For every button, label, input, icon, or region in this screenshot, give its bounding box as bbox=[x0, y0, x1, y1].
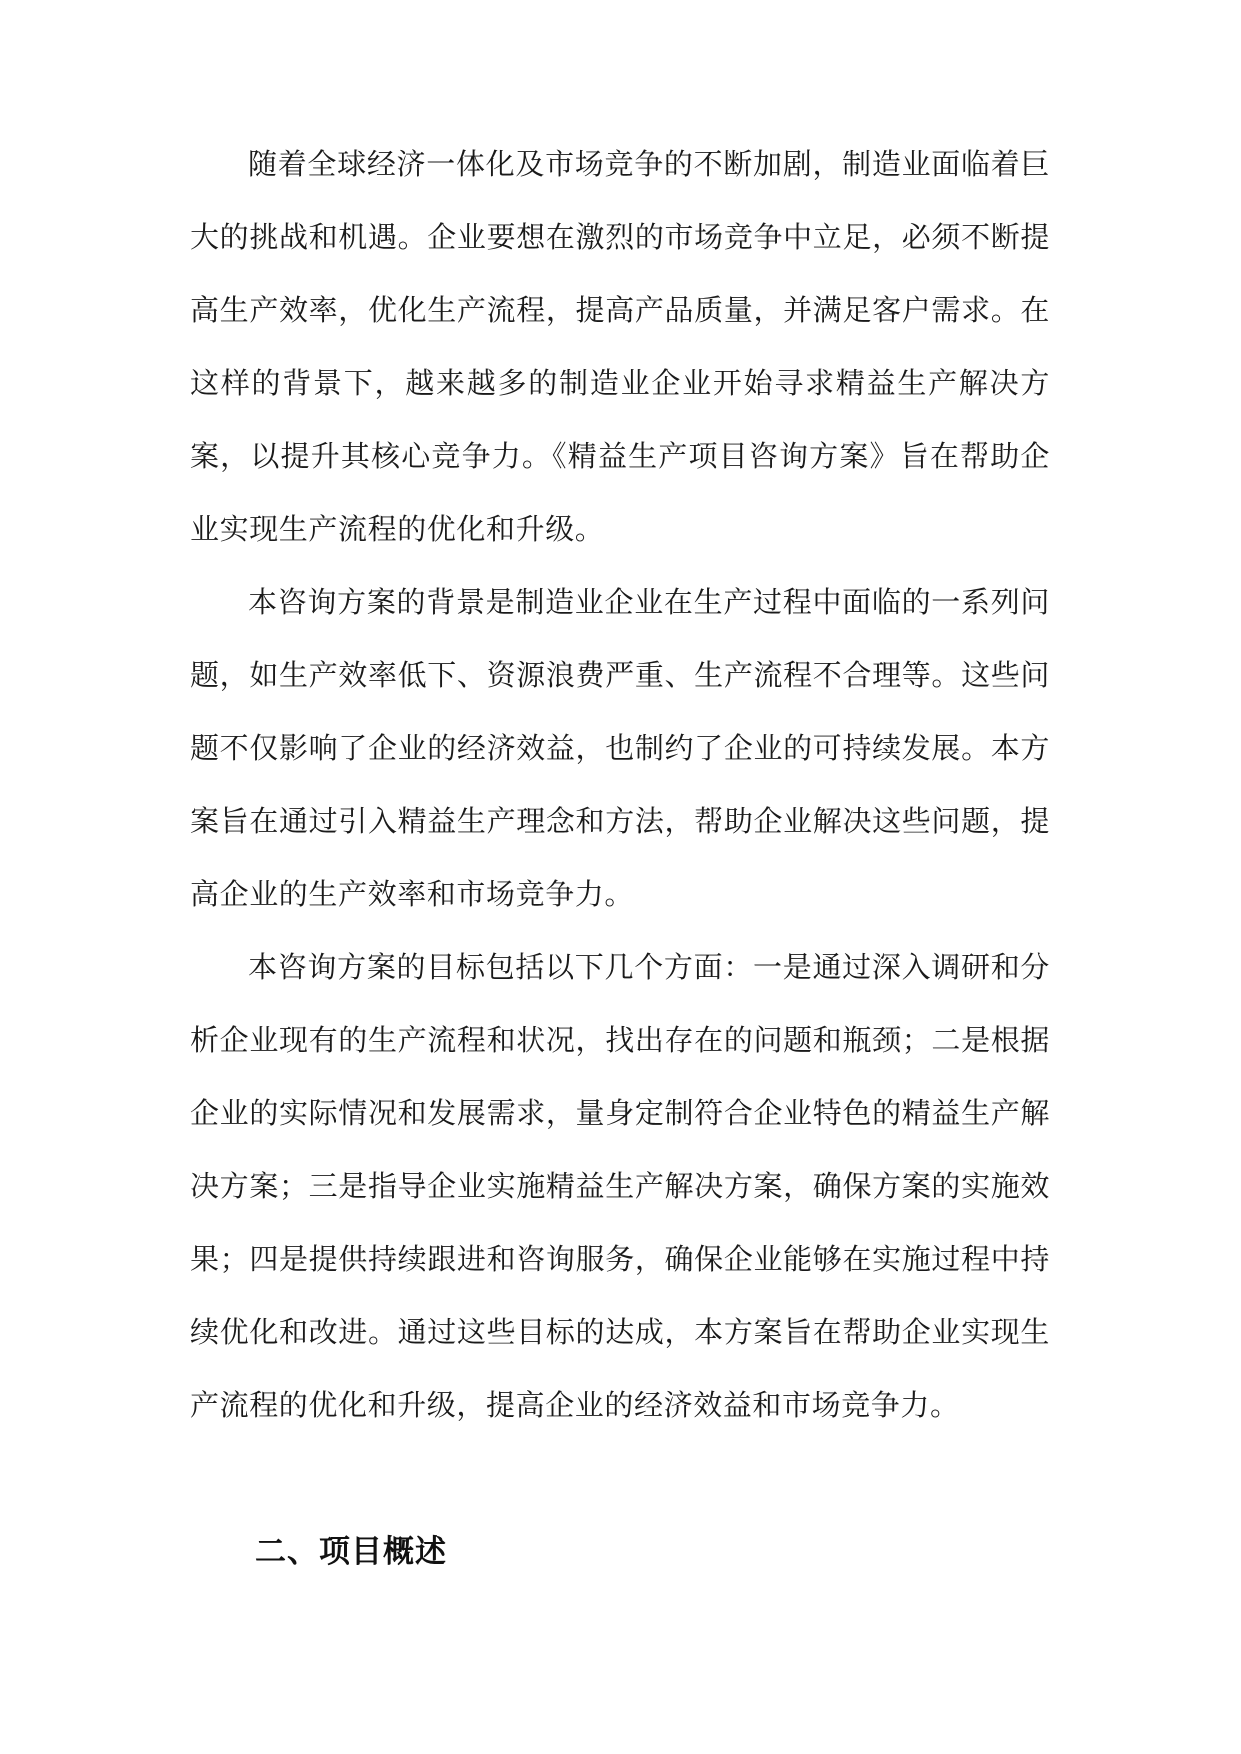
section-heading-project-overview: 二、项目概述 bbox=[255, 1534, 447, 1570]
paragraph-consulting-goals: 本咨询方案的目标包括以下几个方面：一是通过深入调研和分析企业现有的生产流程和状况，找出存在的问题和瓶颈；二是根据企业的实际情况和发展需求，量身定制符合企业特色的精益生产解决方案；三是指导企业实施精益生产解决方案，确保方案的实施效果；四是提供持续跟进和咨询服务，确保企业能够在实施过程中持续优化和改进。通过这些目标的达成，本方案旨在帮助企业实现生产流程的优化和升级，提高企业的经济效益和市场竞争力。 bbox=[190, 950, 1050, 1422]
paragraph-consulting-background: 本咨询方案的背景是制造业企业在生产过程中面临的一系列问题，如生产效率低下、资源浪费严重、生产流程不合理等。这些问题不仅影响了企业的经济效益，也制约了企业的可持续发展。本方案旨在通过引入精益生产理念和方法，帮助企业解决这些问题，提高企业的生产效率和市场竞争力。 bbox=[190, 585, 1050, 911]
document-body bbox=[190, 128, 1050, 1442]
paragraph-background-intro: 随着全球经济一体化及市场竞争的不断加剧，制造业面临着巨大的挑战和机遇。企业要想在激烈的市场竞争中立足，必须不断提高生产效率，优化生产流程，提高产品质量，并满足客户需求。在这样的背景下，越来越多的制造业企业开始寻求精益生产解决方案，以提升其核心竞争力。《精益生产项目咨询方案》旨在帮助企业实现生产流程的优化和升级。 bbox=[190, 147, 1050, 546]
